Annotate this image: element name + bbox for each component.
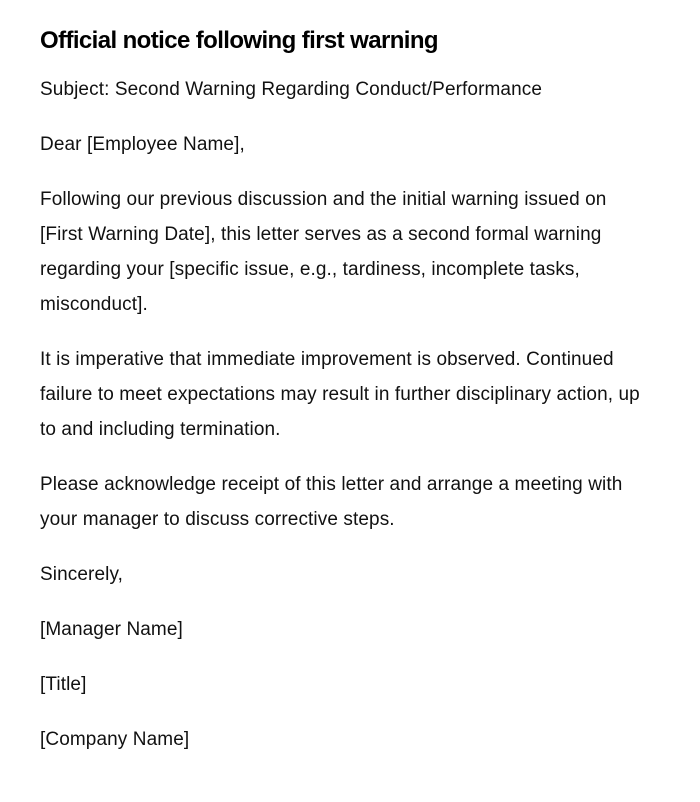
body-paragraph-3: Please acknowledge receipt of this letter and arrange a meeting with your manager to discuss corrective steps. (40, 474, 623, 530)
body-paragraph-2: It is imperative that immediate improvement is observed. Continued failure to meet expectations may result in further disciplinary action, up to and including termination. (40, 349, 640, 440)
salutation: Dear [Employee Name], (40, 134, 245, 155)
body-paragraph-1: Following our previous discussion and the initial warning issued on [First Warning Date], this letter serves as a second formal warning regarding your [specific issue, e.g., tardiness, incomplete tasks, misconduct]. (40, 189, 607, 315)
document-title: Official notice following first warning (40, 27, 438, 54)
signature-company-name: [Company Name] (40, 729, 190, 750)
closing: Sincerely, (40, 564, 124, 585)
signature-title: [Title] (40, 674, 87, 695)
signature-manager-name: [Manager Name] (40, 619, 183, 640)
subject-line: Subject: Second Warning Regarding Conduct/Performance (40, 79, 543, 100)
